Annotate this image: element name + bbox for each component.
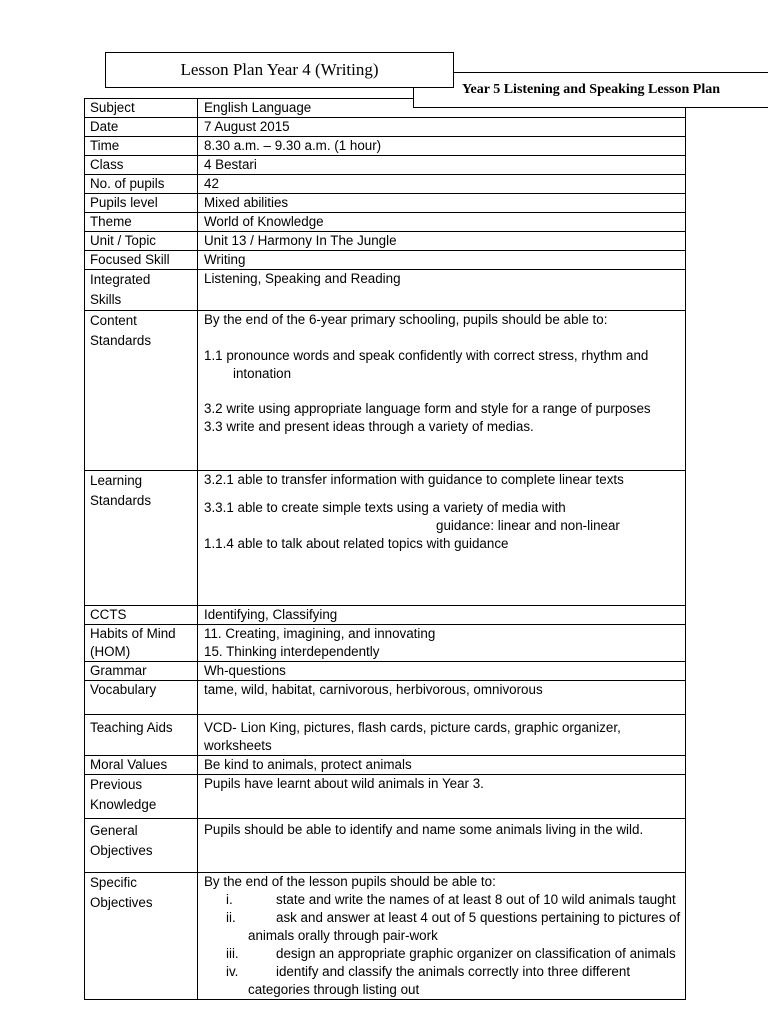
row-value-class: 4 Bestari xyxy=(198,156,686,175)
list-item xyxy=(204,909,685,945)
row-value-aids: VCD- Lion King, pictures, flash cards, picture cards, graphic organizer, worksheets xyxy=(198,715,686,756)
specific-intro: By the end of the lesson pupils should be able to: xyxy=(204,874,496,889)
row-value-moral: Be kind to animals, protect animals xyxy=(198,756,686,775)
row-label-vocab: Vocabulary xyxy=(85,681,198,715)
label-line: General xyxy=(90,823,138,838)
row-label-grammar: Grammar xyxy=(85,662,198,681)
row-value-time: 8.30 a.m. – 9.30 a.m. (1 hour) xyxy=(198,137,686,156)
table-row xyxy=(85,213,686,232)
row-value-ccts: Identifying, Classifying xyxy=(198,606,686,625)
table-row xyxy=(85,118,686,137)
list-item-number: ii. xyxy=(226,910,236,925)
row-label-hom xyxy=(85,625,198,662)
row-value-specific xyxy=(198,873,686,1000)
row-value-previous: Pupils have learnt about wild animals in Year 3. xyxy=(198,775,686,819)
table-row xyxy=(85,175,686,194)
list-item xyxy=(204,891,685,909)
row-label-integrated xyxy=(85,270,198,311)
table-row xyxy=(85,662,686,681)
list-item xyxy=(204,963,685,999)
row-label-focused: Focused Skill xyxy=(85,251,198,270)
label-line: Previous xyxy=(90,777,143,792)
content-standard-2: 3.2 write using appropriate language form and style for a range of purposes xyxy=(204,401,651,416)
label-line: Knowledge xyxy=(90,797,157,812)
list-item-number: i. xyxy=(226,892,233,907)
label-line: Integrated xyxy=(90,272,151,287)
label-line: Habits of Mind xyxy=(90,626,176,641)
table-row xyxy=(85,775,686,819)
row-value-hom xyxy=(198,625,686,662)
row-value-pupils: 42 xyxy=(198,175,686,194)
row-label-learning xyxy=(85,471,198,606)
row-label-aids: Teaching Aids xyxy=(85,715,198,756)
row-value-theme: World of Knowledge xyxy=(198,213,686,232)
list-item-number: iv. xyxy=(226,964,239,979)
row-label-previous xyxy=(85,775,198,819)
table-row xyxy=(85,715,686,756)
label-line: (HOM) xyxy=(90,644,131,659)
table-row xyxy=(85,681,686,715)
label-line: Standards xyxy=(90,333,152,348)
row-value-unit: Unit 13 / Harmony In The Jungle xyxy=(198,232,686,251)
row-label-moral: Moral Values xyxy=(85,756,198,775)
table-row xyxy=(85,251,686,270)
row-value-grammar: Wh-questions xyxy=(198,662,686,681)
table-row xyxy=(85,471,686,606)
list-item-text: ask and answer at least 4 out of 5 questions pertaining to pictures of animals orally through pair-work xyxy=(248,910,681,943)
row-label-ccts: CCTS xyxy=(85,606,198,625)
table-row xyxy=(85,232,686,251)
table-row xyxy=(85,625,686,662)
row-value-focused: Writing xyxy=(198,251,686,270)
table-row xyxy=(85,156,686,175)
row-value-subject: English Language xyxy=(198,99,686,118)
list-item-number: iii. xyxy=(226,946,239,961)
objectives-list xyxy=(204,891,685,999)
row-label-theme: Theme xyxy=(85,213,198,232)
content-standard-1: 1.1 pronounce words and speak confidently with correct stress, rhythm and intonation xyxy=(204,348,649,381)
list-item-text: design an appropriate graphic organizer on classification of animals xyxy=(276,946,676,961)
row-label-level: Pupils level xyxy=(85,194,198,213)
row-label-specific xyxy=(85,873,198,1000)
table-row xyxy=(85,819,686,873)
table-row xyxy=(85,606,686,625)
row-label-subject: Subject xyxy=(85,99,198,118)
row-value-vocab: tame, wild, habitat, carnivorous, herbivorous, omnivorous xyxy=(198,681,686,715)
row-value-general: Pupils should be able to identify and name some animals living in the wild. xyxy=(198,819,686,873)
row-label-unit: Unit / Topic xyxy=(85,232,198,251)
hom-item: 15. Thinking interdependently xyxy=(204,644,380,659)
row-value-date: 7 August 2015 xyxy=(198,118,686,137)
row-value-level: Mixed abilities xyxy=(198,194,686,213)
lesson-plan-title: Lesson Plan Year 4 (Writing) xyxy=(105,52,454,88)
label-line: Learning xyxy=(90,473,143,488)
row-label-time: Time xyxy=(85,137,198,156)
label-line: Specific xyxy=(90,875,137,890)
label-line: Content xyxy=(90,313,137,328)
row-label-content xyxy=(85,311,198,471)
row-label-general xyxy=(85,819,198,873)
label-line: Objectives xyxy=(90,843,153,858)
learning-standard-1: 3.2.1 able to transfer information with guidance to complete linear texts xyxy=(204,472,624,487)
list-item-text: state and write the names of at least 8 out of 10 wild animals taught xyxy=(276,892,676,907)
hom-item: 11. Creating, imagining, and innovating xyxy=(204,626,436,641)
lesson-plan-table xyxy=(84,98,686,1000)
table-row xyxy=(85,873,686,1000)
learning-standard-2: 3.3.1 able to create simple texts using a variety of media with xyxy=(204,500,566,515)
row-label-pupils: No. of pupils xyxy=(85,175,198,194)
learning-standard-3: 1.1.4 able to talk about related topics with guidance xyxy=(204,536,509,551)
row-value-learning xyxy=(198,471,686,606)
label-line: Skills xyxy=(90,292,122,307)
table-row xyxy=(85,311,686,471)
table-row xyxy=(85,194,686,213)
learning-standard-2-cont: guidance: linear and non-linear xyxy=(436,518,620,533)
table-row xyxy=(85,270,686,311)
row-label-class: Class xyxy=(85,156,198,175)
label-line: Standards xyxy=(90,493,152,508)
secondary-title: Year 5 Listening and Speaking Lesson Plan xyxy=(413,72,768,108)
row-value-integrated: Listening, Speaking and Reading xyxy=(198,270,686,311)
row-value-content xyxy=(198,311,686,471)
label-line: Objectives xyxy=(90,895,153,910)
content-intro: By the end of the 6-year primary schooling, pupils should be able to: xyxy=(204,312,608,327)
content-standard-3: 3.3 write and present ideas through a variety of medias. xyxy=(204,419,534,434)
table-row xyxy=(85,137,686,156)
list-item xyxy=(204,945,685,963)
table-row xyxy=(85,756,686,775)
list-item-text: identify and classify the animals correctly into three different categories through listing out xyxy=(248,964,631,997)
row-label-date: Date xyxy=(85,118,198,137)
